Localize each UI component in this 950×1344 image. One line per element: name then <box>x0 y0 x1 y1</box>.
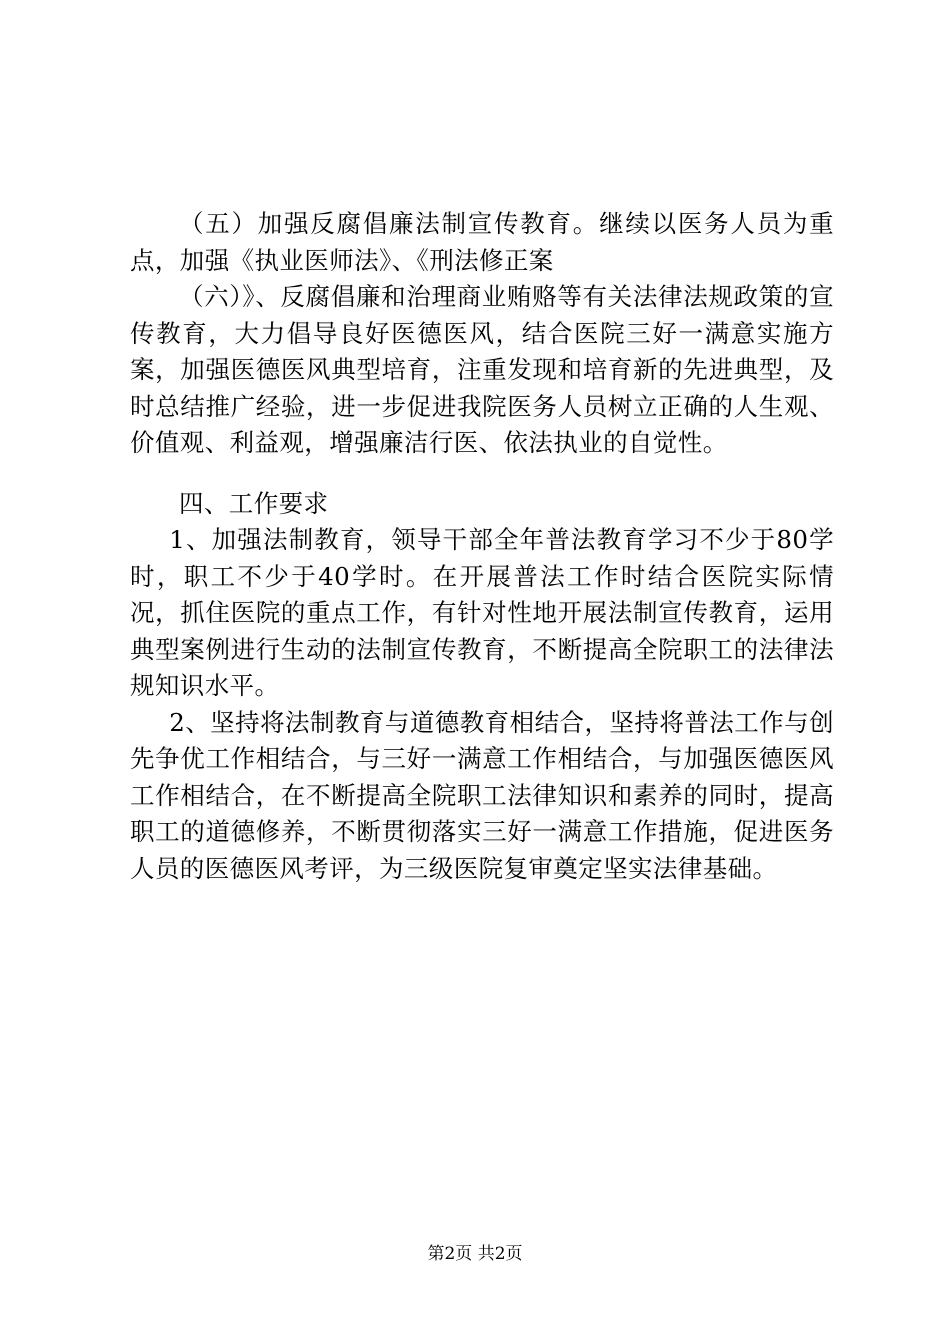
section-heading-requirements: 四、工作要求 <box>179 488 329 518</box>
requirement-item-1: 1、加强法制教育，领导干部全年普法教育学习不少于80学时，职工不少于40学时。在开展普法工作时结合医院实际情况，抓住医院的重点工作，有针对性地开展法制宣传教育，运用典型案例进行生动的法制宣传教育，不断提高全院职工的法律法规知识水平。 <box>130 525 834 700</box>
requirement-item-2: 2、坚持将法制教育与道德教育相结合，坚持将普法工作与创先争优工作相结合，与三好一满意工作相结合，与加强医德医风工作相结合，在不断提高全院职工法律知识和素养的同时，提高职工的道德修养，不断贯彻落实三好一满意工作措施，促进医务人员的医德医风考评，为三级医院复审奠定坚实法律基础。 <box>130 707 834 883</box>
page-number-footer: 第2页 共2页 <box>427 1244 523 1264</box>
paragraph-5: （五）加强反腐倡廉法制宣传教育。继续以医务人员为重点，加强《执业医师法》、《刑法修正案 <box>130 209 834 275</box>
paragraph-gap <box>130 462 834 486</box>
document-body <box>130 206 834 887</box>
paragraph-6: （六）》、反腐倡廉和治理商业贿赂等有关法律法规政策的宣传教育，大力倡导良好医德医风，结合医院三好一满意实施方案，加强医德医风典型培育，注重发现和培育新的先进典型，及时总结推广经验，进一步促进我院医务人员树立正确的人生观、价值观、利益观，增强廉洁行医、依法执业的自觉性。 <box>130 282 834 457</box>
